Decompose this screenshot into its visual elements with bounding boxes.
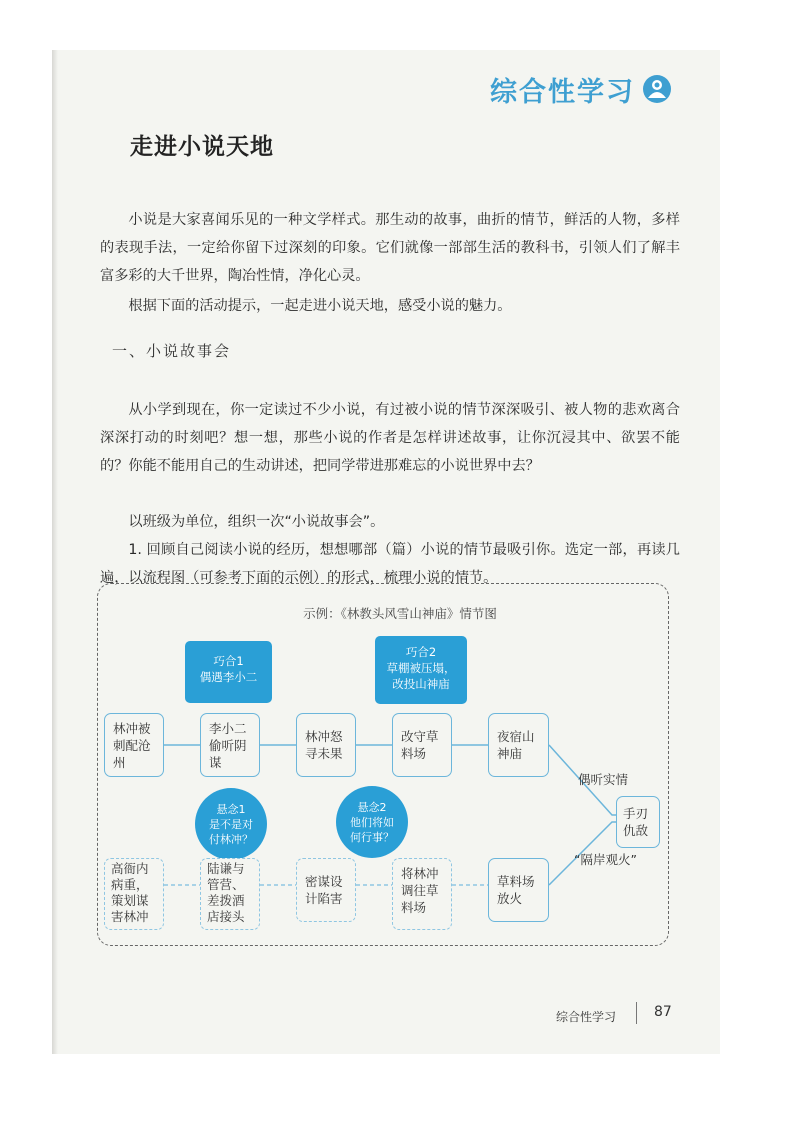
overheard-label: 偶听实情 [578, 772, 629, 787]
footer-divider [636, 1002, 637, 1024]
cause-box-2: 陆谦与管营、差拨酒店接头 [200, 858, 260, 930]
plot-box-4: 改守草料场 [392, 713, 452, 777]
intro-paragraph-1: 小说是大家喜闻乐见的一种文学样式。那生动的故事，曲折的情节，鲜活的人物，多样的表现手法，一定给你留下过深刻的印象。它们就像一部部生活的教科书，引领人们了解丰富多彩的大千世界，陶冶性情，净化心灵。 [100, 212, 680, 284]
coincidence-1-box: 巧合1 偶遇李小二 [185, 641, 272, 703]
section-paragraph-1: 从小学到现在，你一定读过不少小说，有过被小说的情节深深吸引、被人物的悲欢离合深深打动的时刻吧？想一想，那些小说的作者是怎样讲述故事，让你沉浸其中、欲罢不能的？你能不能用自己的生动讲述，把同学带进那难忘的小说世界中去？ [100, 402, 680, 474]
cause-box-5: 草料场放火 [488, 858, 549, 922]
people-icon [642, 74, 672, 104]
plot-box-2: 李小二偷听阴谋 [200, 713, 260, 777]
plot-box-1: 林冲被刺配沧州 [104, 713, 164, 777]
plot-box-3: 林冲怒寻未果 [296, 713, 356, 777]
cause-box-1: 高衙内病重，策划谋害林冲 [104, 858, 164, 930]
coincidence-2-box: 巧合2 草棚被压塌， 改投山神庙 [375, 636, 467, 704]
diagram-title: 示例：《林教头风雪山神庙》情节图 [303, 606, 497, 621]
section-heading: 一、小说故事会 [112, 342, 232, 360]
section-banner: 综合性学习 [490, 77, 635, 108]
section-paragraph-3: 1. 回顾自己阅读小说的经历，想想哪部（篇）小说的情节最吸引你。选定一部，再读几遍，以流程图（可参考下面的示例）的形式，梳理小说的情节。 [100, 542, 680, 586]
page-number: 87 [654, 1004, 672, 1020]
end-box: 手刃仇敌 [616, 796, 660, 848]
intro-paragraph-2: 根据下面的活动提示，一起走进小说天地，感受小说的魅力。 [128, 298, 512, 314]
cause-box-3: 密谋设计陷害 [296, 858, 356, 922]
page-title: 走进小说天地 [130, 134, 274, 160]
cause-box-4: 将林冲调往草料场 [392, 858, 452, 930]
page-gutter-shadow [52, 50, 58, 1054]
suspense-2-circle: 悬念2 他们将如 何行事？ [336, 786, 408, 858]
plot-box-5: 夜宿山神庙 [488, 713, 549, 777]
section-paragraph-2: 以班级为单位，组织一次“小说故事会”。 [128, 514, 385, 530]
suspense-1-circle: 悬念1 是不是对 付林冲？ [195, 788, 267, 860]
watch-fire-label: “隔岸观火” [574, 852, 637, 867]
footer-section: 综合性学习 [556, 1010, 617, 1024]
